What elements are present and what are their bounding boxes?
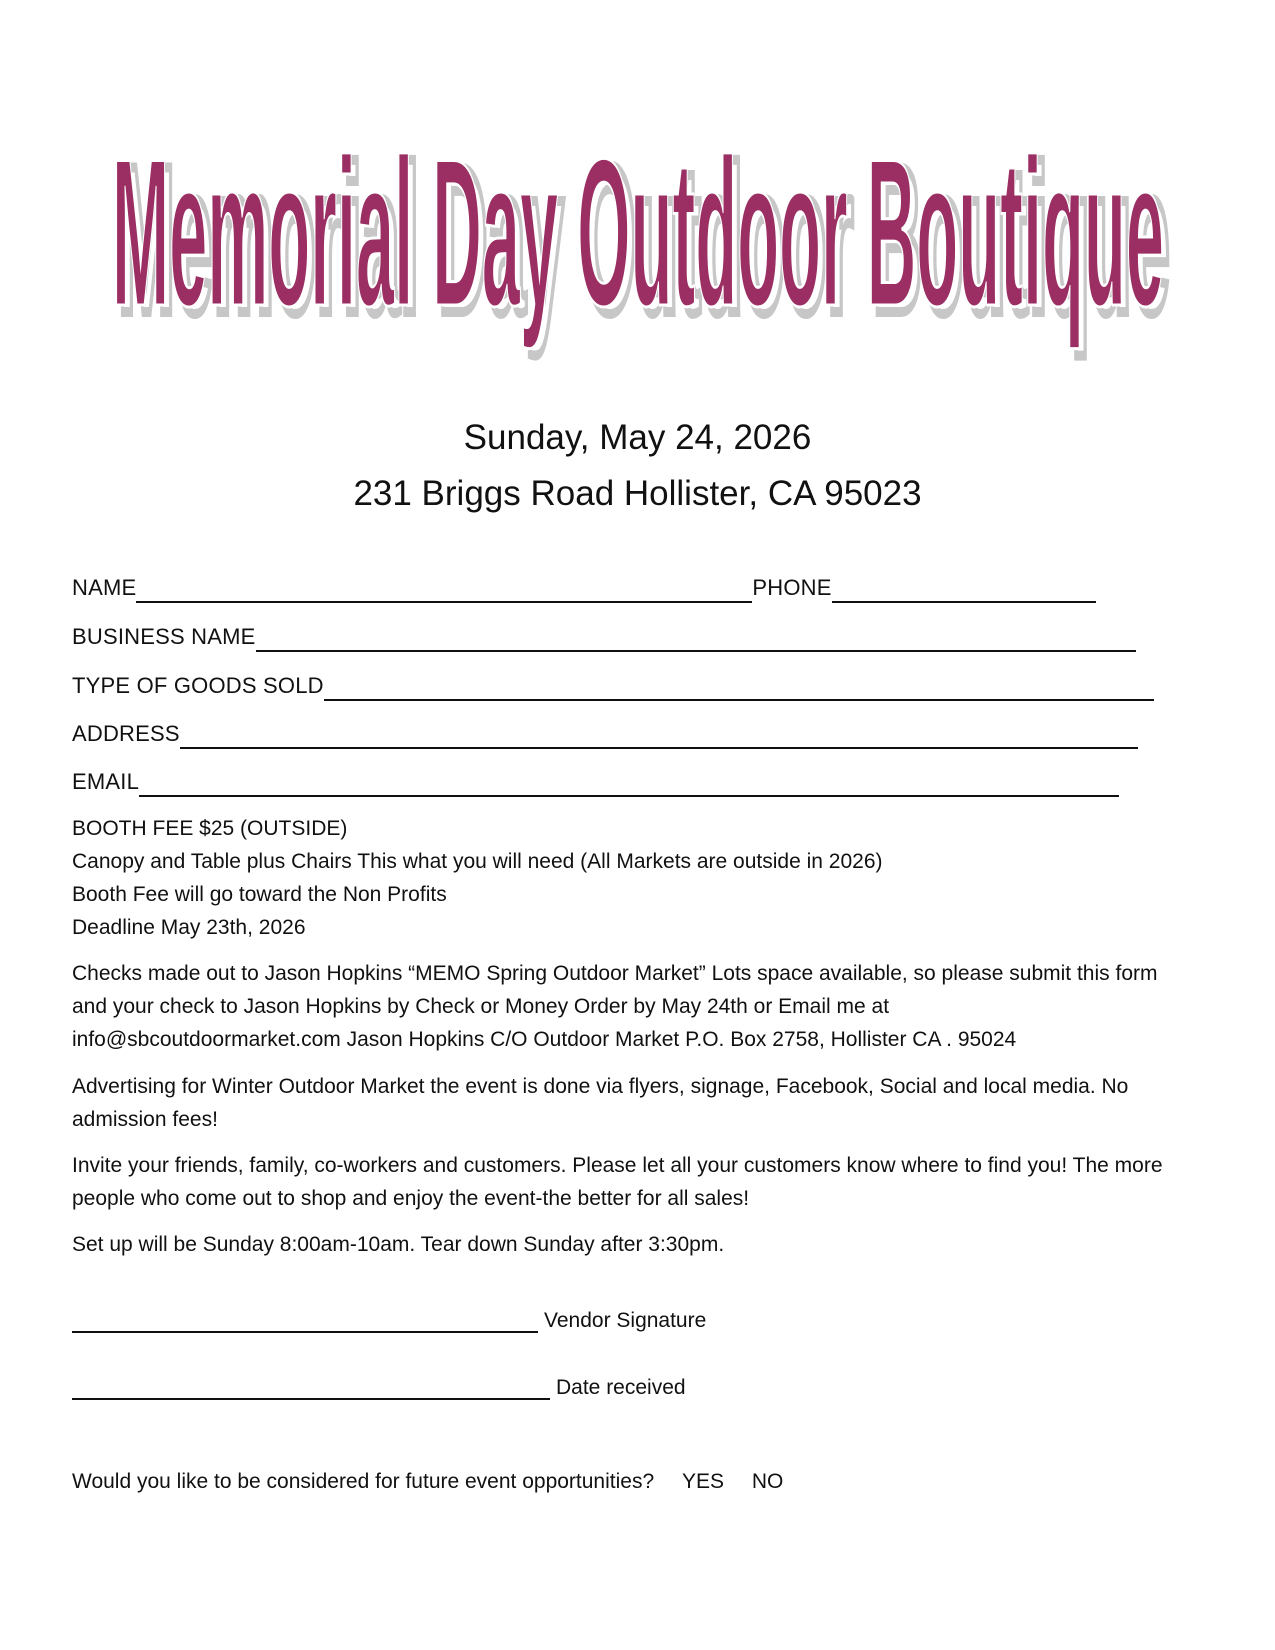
invite-line: Invite your friends, family, co-workers and customers. Please let all your customers know where to find you! The more [72,1154,1163,1177]
vendor-signature-row [72,1303,706,1333]
advertising-line: Advertising for Winter Outdoor Market the event is done via flyers, signage, Facebook, Social and local media. No [72,1075,1129,1098]
business-name-label: BUSINESS NAME [72,624,256,649]
no-option[interactable]: NO [751,1470,784,1493]
name-field[interactable] [136,577,752,603]
future-events-question [72,1470,783,1494]
email-field[interactable] [139,771,1119,797]
business-name-row [72,618,1136,652]
date-received-field[interactable] [72,1376,550,1400]
phone-field[interactable] [832,577,1096,603]
checks-line: info@sbcoutdoormarket.com Jason Hopkins C/O Outdoor Market P.O. Box 2758, Hollister CA . 95024 [72,1028,1017,1051]
email-label: EMAIL [72,769,140,794]
goods-row [72,667,1154,701]
nonprofits-text: Booth Fee will go toward the Non Profits [72,883,447,906]
invite-paragraph [72,1149,1202,1215]
vendor-signature-field[interactable] [72,1309,538,1333]
name-phone-row [72,569,1096,603]
date-received-row [72,1370,686,1400]
name-label: NAME [72,575,137,600]
invite-line: people who come out to shop and enjoy the event-the better for all sales! [72,1187,750,1210]
event-title-wordart [110,100,1170,400]
booth-fee-text: BOOTH FEE $25 (OUTSIDE) [72,817,348,840]
date-received-label: Date received [556,1376,686,1399]
canopy-text: Canopy and Table plus Chairs This what you will need (All Markets are outside in 2026) [72,850,883,873]
banner-title-text: Memorial Day Outdoor Boutique [112,115,1164,350]
event-date: Sunday, May 24, 2026 [463,418,812,457]
goods-label: TYPE OF GOODS SOLD [72,673,324,698]
email-row [72,763,1119,797]
address-field[interactable] [180,723,1138,749]
address-label: ADDRESS [72,721,180,746]
banner-shadow-text: Memorial Day Outdoor Boutique [118,122,1170,357]
goods-field[interactable] [324,675,1154,701]
setup-text: Set up will be Sunday 8:00am-10am. Tear down Sunday after 3:30pm. [72,1233,725,1256]
yes-option[interactable]: YES [681,1470,725,1493]
vendor-signature-label: Vendor Signature [544,1309,707,1332]
checks-line: Checks made out to Jason Hopkins “MEMO Spring Outdoor Market” Lots space available, so please submit this form [72,962,1158,985]
phone-label: PHONE [752,575,832,600]
event-title-banner [110,100,1170,400]
advertising-paragraph [72,1070,1202,1136]
event-address: 231 Briggs Road Hollister, CA 95023 [353,474,922,513]
address-row [72,715,1138,749]
future-events-question-text: Would you like to be considered for future event opportunities? [72,1470,655,1493]
checks-line: and your check to Jason Hopkins by Check or Money Order by May 24th or Email me at [72,995,890,1018]
business-name-field[interactable] [256,626,1136,652]
checks-paragraph [72,957,1202,1056]
deadline-text: Deadline May 23th, 2026 [72,916,306,939]
advertising-line: admission fees! [72,1108,218,1131]
